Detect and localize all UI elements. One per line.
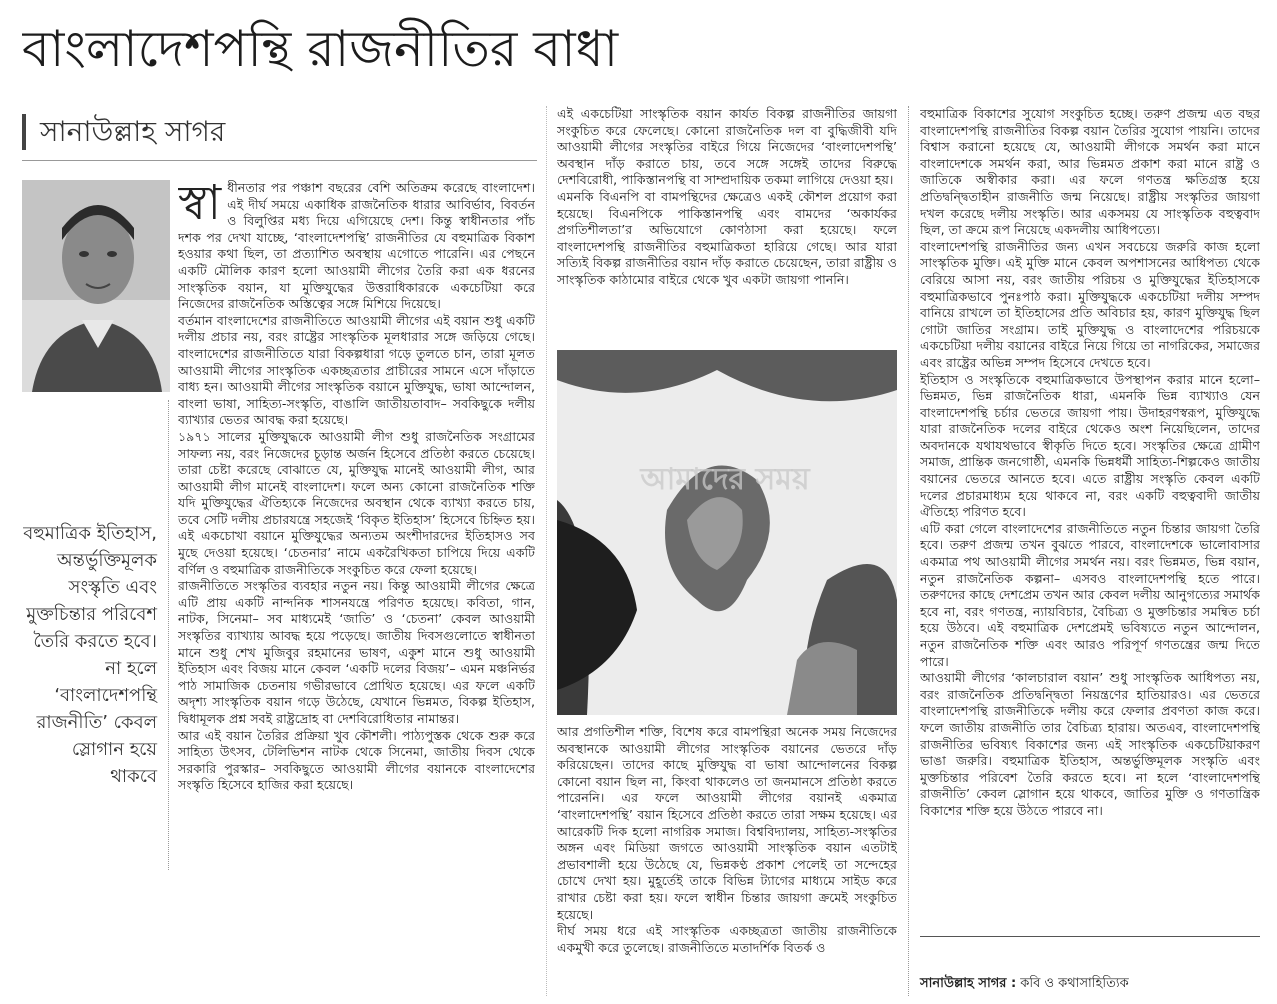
paragraph: ধীনতার পর পঞ্চাশ বছরের বেশি অতিক্রম করেছে বাংলাদেশ। এই দীর্ঘ সময়ে একাধিক রাজনৈতিক ধারার আবির্ভাব, বিবর্তন ও বিলুপ্তির মধ্য দিয়ে এগিয়েছে দেশ। কিন্তু স্বাধীনতার পাঁচ দশক পর দেখা যাচ্ছে, ‘বাংলাদেশপন্থি’ রাজনীতির যে বহুমাত্রিক বিকাশ হওয়ার কথা ছিল, তা প্রত্যাশিত অবস্থায় এগোতে পারেনি। এর পেছনে একটি মৌলিক কারণ হলো আওয়ামী লীগের তৈরি করা এক ধরনের সাংস্কৃতিক বয়ান, যা মুক্তিযুদ্ধের উত্তরাধিকারকে একচেটিয়া করে নিজেদের রাজনৈতিক অস্তিত্বের সঙ্গে মিশিয়ে দিয়েছে। [178, 180, 535, 312]
article-photo [557, 350, 897, 715]
paragraph: এই একচেটিয়া সাংস্কৃতিক বয়ান কার্যত বিকল্প রাজনীতির জায়গা সংকুচিত করে ফেলেছে। কোনো রাজনৈতিক দল বা বুদ্ধিজীবী যদি আওয়ামী লীগের সংস্কৃতির বাইরে গিয়ে নিজেদের ‘বাংলাদেশপন্থি’ অবস্থান দাঁড় করাতে চায়, তবে সঙ্গে সঙ্গেই তাদের বিরুদ্ধে দেশবিরোধী, পাকিস্তানপন্থি বা সাম্প্রদায়িক তকমা লাগিয়ে দেওয়া হয়। [557, 106, 897, 188]
byline: সানাউল্লাহ সাগর [22, 114, 532, 150]
credit-name: সানাউল্লাহ সাগর : [920, 976, 1017, 991]
newspaper-watermark: আমাদের সময় [640, 462, 810, 497]
pull-quote: বহুমাত্রিক ইতিহাস, অন্তর্ভুক্তিমূলক সংস্কৃতি এবং মুক্তচিন্তার পরিবেশ তৈরি করতে হবে। না হলে ‘বাংলাদেশপন্থি রাজনীতি’ কেবল স্লোগান হয়ে থাকবে [23, 523, 157, 787]
paint-photo-illustration [557, 350, 897, 715]
paragraph: বর্তমান বাংলাদেশের রাজনীতিতে আওয়ামী লীগের এই বয়ান শুধু একটি দলীয় প্রচার নয়, বরং রাষ্ট্রের সাংস্কৃতিক মূলধারার সঙ্গে জড়িয়ে গেছে। বাংলাদেশের রাজনীতিতে যারা বিকল্পধারা গড়ে তুলতে চান, তারা মূলত আওয়ামী লীগের সাংস্কৃতিক একচ্ছত্রতার প্রাচীরের সামনে এসে দাঁড়াতে বাধ্য হন। আওয়ামী লীগের সাংস্কৃতিক বয়ানে মুক্তিযুদ্ধ, ভাষা আন্দোলন, বাংলা ভাষা, সাহিত্য-সংস্কৃতি, বাঙালি জাতীয়তাবাদ– সবকিছুকে দলীয় ব্যাখ্যার ভেতর আবদ্ধ করা হয়েছে। [178, 312, 535, 428]
paragraph: বহুমাত্রিক বিকাশের সুযোগ সংকুচিত হচ্ছে। তরুণ প্রজন্ম এত বছর বাংলাদেশপন্থি রাজনীতির বিকল্প বয়ান তৈরির সুযোগ পায়নি। তাদের বিশ্বাস করানো হয়েছে যে, আওয়ামী লীগকে সমর্থন করা মানে বাংলাদেশকে সমর্থন করা, আর ভিন্নমত প্রকাশ করা মানে রাষ্ট্র ও জাতিকে অস্বীকার করা। এর ফলে গণতন্ত্র ক্ষতিগ্রস্ত হয়ে প্রতিদ্বন্দ্বিতাহীন রাজনীতি জন্ম নিয়েছে। রাষ্ট্রীয় সংস্কৃতির জায়গা দখল করেছে দলীয় সংস্কৃতি। আর একসময় যে সাংস্কৃতিক বহুত্ববাদ ছিল, তা ক্রমে রূপ নিয়েছে একদলীয় আধিপত্যে। [920, 106, 1260, 238]
byline-divider [22, 160, 537, 161]
paragraph: ইতিহাস ও সংস্কৃতিকে বহুমাত্রিকভাবে উপস্থাপন করার মানে হলো– ভিন্নমত, ভিন্ন রাজনৈতিক ধারা, এমনকি ভিন্ন ব্যাখ্যাও যেন বাংলাদেশপন্থি চর্চার ভেতরে জায়গা পায়। উদাহরণস্বরূপ, মুক্তিযুদ্ধে যারা রাজনৈতিক দলের বাইরে থেকেও অংশ নিয়েছিলেন, তাদের অবদানকে যথাযথভাবে স্বীকৃতি দিতে হবে। সংস্কৃতির ক্ষেত্রে গ্রামীণ সমাজ, প্রান্তিক জনগোষ্ঠী, এমনকি ভিন্নধর্মী সাহিত্য-শিল্পকেও জাতীয় বয়ানের ভেতরে আনতে হবে। এতে রাষ্ট্রীয় সংস্কৃতি কেবল একটি দলের প্রচারমাধ্যম হয়ে থাকবে না, বরং একটি বহুত্ববাদী জাতীয় ঐতিহ্যে পরিণত হবে। [920, 371, 1260, 520]
paragraph: রাজনীতিতে সংস্কৃতির ব্যবহার নতুন নয়। কিন্তু আওয়ামী লীগের ক্ষেত্রে এটি প্রায় একটি নান্দনিক শাসনযন্ত্রে পরিণত হয়েছে। কবিতা, গান, নাটক, সিনেমা– সব মাধ্যমেই ‘জাতি’ ও ‘চেতনা’ কেবল আওয়ামী সংস্কৃতির ব্যাখ্যায় আবদ্ধ হয়ে পড়েছে। জাতীয় দিবসগুলোতে স্বাধীনতা মানে শুধু শেখ মুজিবুর রহমানের ভাষণ, একুশ মানে শুধু আওয়ামী ইতিহাস এবং বিজয় মানে কেবল ‘একটি দলের বিজয়’– এমন মঞ্চনির্ভর পাঠ সামাজিক চেতনায় গভীরভাবে প্রোথিত হয়েছে। এর ফলে একটি অদৃশ্য সাংস্কৃতিক বয়ান গড়ে উঠেছে, যেখানে ভিন্নমত, বিকল্প ইতিহাস, দ্বিধামূলক প্রশ্ন সবই রাষ্ট্রদ্রোহ বা দেশবিরোধিতার নামান্তর। [178, 578, 535, 726]
column-divider-middle [546, 106, 548, 996]
article-column-3 [920, 106, 1260, 916]
paragraph: আর প্রগতিশীল শক্তি, বিশেষ করে বামপন্থিরা অনেক সময় নিজেদের অবস্থানকে আওয়ামী লীগের সাংস্কৃতিক বয়ানের ভেতরে দাঁড় করিয়েছেন। তাদের কাছে মুক্তিযুদ্ধ বা ভাষা আন্দোলনের বিকল্প কোনো বয়ান ছিল না, কিংবা থাকলেও তা জনমানসে প্রতিষ্ঠা করতে পারেননি। এর ফলে আওয়ামী লীগের বয়ানই একমাত্র ‘বাংলাদেশপন্থি’ বয়ান হিসেবে প্রতিষ্ঠা করতে তারা সক্ষম হয়েছে। এর আরেকটি দিক হলো নাগরিক সমাজ। বিশ্ববিদ্যালয়, সাহিত্য-সংস্কৃতির অঙ্গন এবং মিডিয়া জগতে আওয়ামী সাংস্কৃতিক বয়ান এতটাই প্রভাবশালী হয়ে উঠেছে যে, ভিন্নকণ্ঠ প্রকাশ পেলেই তা সন্দেহের চোখে দেখা হয়। মুহূর্তেই তাকে বিভিন্ন ট্যাগের মাধ্যমে সাইড করে রাখার চেষ্টা করা হয়। ফলে স্বাধীন চিন্তার জায়গা ক্রমেই সংকুচিত হয়েছে। [557, 724, 897, 922]
article-column-2-bottom [557, 724, 897, 999]
paragraph: এটি করা গেলে বাংলাদেশের রাজনীতিতে নতুন চিন্তার জায়গা তৈরি হবে। তরুণ প্রজন্ম তখন বুঝতে পারবে, বাংলাদেশকে ভালোবাসার একমাত্র পথ আওয়ামী লীগের সমর্থন নয়। বরং ভিন্নমত, ভিন্ন বয়ান, নতুন রাজনৈতিক কল্পনা– এসবও বাংলাদেশপন্থি হতে পারে। তরুণদের কাছে দেশপ্রেম তখন আর কেবল দলীয় আনুগত্যের সমার্থক হবে না, বরং গণতন্ত্র, ন্যায়বিচার, বৈচিত্র্য ও মুক্তচিন্তার সমন্বিত চর্চা হয়ে উঠবে। এই বহুমাত্রিক দেশপ্রেমই ভবিষ্যতে নতুন আন্দোলন, নতুন রাজনৈতিক শক্তি এবং আরও পরিপূর্ণ গণতন্ত্রের জন্ম দিতে পারে। [920, 520, 1260, 669]
credit-role: কবি ও কথাসাহিত্যিক [1020, 976, 1129, 991]
headline: বাংলাদেশপন্থি রাজনীতির বাধা [22, 20, 619, 78]
article-column-2-top [557, 106, 897, 342]
column-divider-left [168, 400, 170, 870]
paragraph: এমনকি বিএনপি বা বামপন্থিদের ক্ষেত্রেও একই কৌশল প্রয়োগ করা হয়েছে। বিএনপিকে পাকিস্তানপন্থি এবং বামদের ‘অকার্যকর প্রগতিশীলতা’র অভিযোগে কোণঠাসা করা হয়েছে। ফলে বাংলাদেশপন্থি রাজনীতির বহুমাত্রিকতা হারিয়ে গেছে। আর যারা সত্যিই বিকল্প রাজনীতির বয়ান দাঁড় করাতে চেয়েছেন, তারা রাষ্ট্রীয় ও সাংস্কৃতিক কাঠামোর বাইরে থেকে খুব একটা জায়গা পাননি। [557, 188, 897, 287]
paragraph: বাংলাদেশপন্থি রাজনীতির জন্য এখন সবচেয়ে জরুরি কাজ হলো সাংস্কৃতিক মুক্তি। এই মুক্তি মানে কেবল অপশাসনের আধিপত্য থেকে বেরিয়ে আসা নয়, বরং জাতীয় পরিচয় ও মুক্তিযুদ্ধের ইতিহাসকে বহুমাত্রিকভাবে পুনঃপাঠ করা। মুক্তিযুদ্ধকে একচেটিয়া দলীয় সম্পদ বানিয়ে রাখলে তা ইতিহাসের প্রতি অবিচার হয়, কারণ মুক্তিযুদ্ধ ছিল গোটা জাতির সংগ্রাম। তাই মুক্তিযুদ্ধ ও বাংলাদেশের পরিচয়কে একচেটিয়া দলীয় বয়ানের বাইরে নিয়ে গিয়ে তা নাগরিকের, সমাজের এবং রাষ্ট্রের অভিন্ন সম্পদ হিসেবে দেখতে হবে। [920, 238, 1260, 370]
author-portrait [22, 180, 170, 392]
paragraph: ১৯৭১ সালের মুক্তিযুদ্ধকে আওয়ামী লীগ শুধু রাজনৈতিক সংগ্রামের সাফল্য নয়, বরং নিজেদের চূড়ান্ত অর্জন হিসেবে প্রতিষ্ঠা করতে চেয়েছে। তারা চেষ্টা করেছে বোঝাতে যে, মুক্তিযুদ্ধ মানেই আওয়ামী লীগ, আর আওয়ামী লীগ মানেই বাংলাদেশ। ফলে অন্য কোনো রাজনৈতিক শক্তি যদি মুক্তিযুদ্ধের ঐতিহ্যকে নিজেদের অবস্থান থেকে ব্যাখ্যা করতে চায়, তবে সেটি দলীয় প্রচারযন্ত্রে সহজেই ‘বিকৃত ইতিহাস’ হিসেবে চিহ্নিত হয়। এই একচোখা বয়ানে মুক্তিযুদ্ধের অন্যতম অংশীদারদের ইতিহাসও সব মুছে দেওয়া হয়েছে। ‘চেতনার’ নামে একরৈখিকতা চাপিয়ে দিয়ে একটি বর্ণিল ও বহুমাত্রিক রাজনীতিকে সংকুচিত করে ফেলা হয়েছে। [178, 428, 535, 577]
paragraph: দীর্ঘ সময় ধরে এই সাংস্কৃতিক একচ্ছত্রতা জাতীয় রাজনীতিকে একমুখী করে তুলেছে। রাজনীতিতে মতাদর্শিক বিতর্ক ও [557, 923, 897, 955]
column-divider-right [908, 106, 910, 996]
credit-divider [920, 936, 1260, 937]
portrait-illustration [22, 180, 170, 392]
author-credit [920, 974, 1260, 994]
drop-cap: স্বা [178, 180, 222, 231]
paragraph: আওয়ামী লীগের ‘কালচারাল বয়ান’ শুধু সাংস্কৃতিক আধিপত্য নয়, বরং রাজনৈতিক প্রতিদ্বন্দ্বিতা নিয়ন্ত্রণের হাতিয়ারও। এর ভেতরে বাংলাদেশপন্থি রাজনীতিকে দলীয় করে ফেলার প্রবণতা কাজ করে। ফলে জাতীয় রাজনীতি তার বৈচিত্র্য হারায়। অতএব, বাংলাদেশপন্থি রাজনীতির ভবিষ্যৎ বিকাশের জন্য এই সাংস্কৃতিক একচেটিয়াকরণ ভাঙা জরুরি। বহুমাত্রিক ইতিহাস, অন্তর্ভুক্তিমূলক সংস্কৃতি এবং মুক্তচিন্তার পরিবেশ তৈরি করতে হবে। না হলে ‘বাংলাদেশপন্থি রাজনীতি’ কেবল স্লোগান হয়ে থাকবে, জাতির মুক্তি ও গণতান্ত্রিক বিকাশের শক্তি হয়ে উঠতে পারবে না। [920, 670, 1260, 818]
article-column-1 [178, 180, 535, 995]
paragraph: আর এই বয়ান তৈরির প্রক্রিয়া খুব কৌশলী। পাঠ্যপুস্তক থেকে শুরু করে সাহিত্য উৎসব, টেলিভিশন নাটক থেকে সিনেমা, জাতীয় দিবস থেকে সরকারি পুরস্কার– সবকিছুতে আওয়ামী লীগের বয়ানকে বাংলাদেশের সংস্কৃতি হিসেবে হাজির করা হয়েছে। [178, 727, 535, 793]
